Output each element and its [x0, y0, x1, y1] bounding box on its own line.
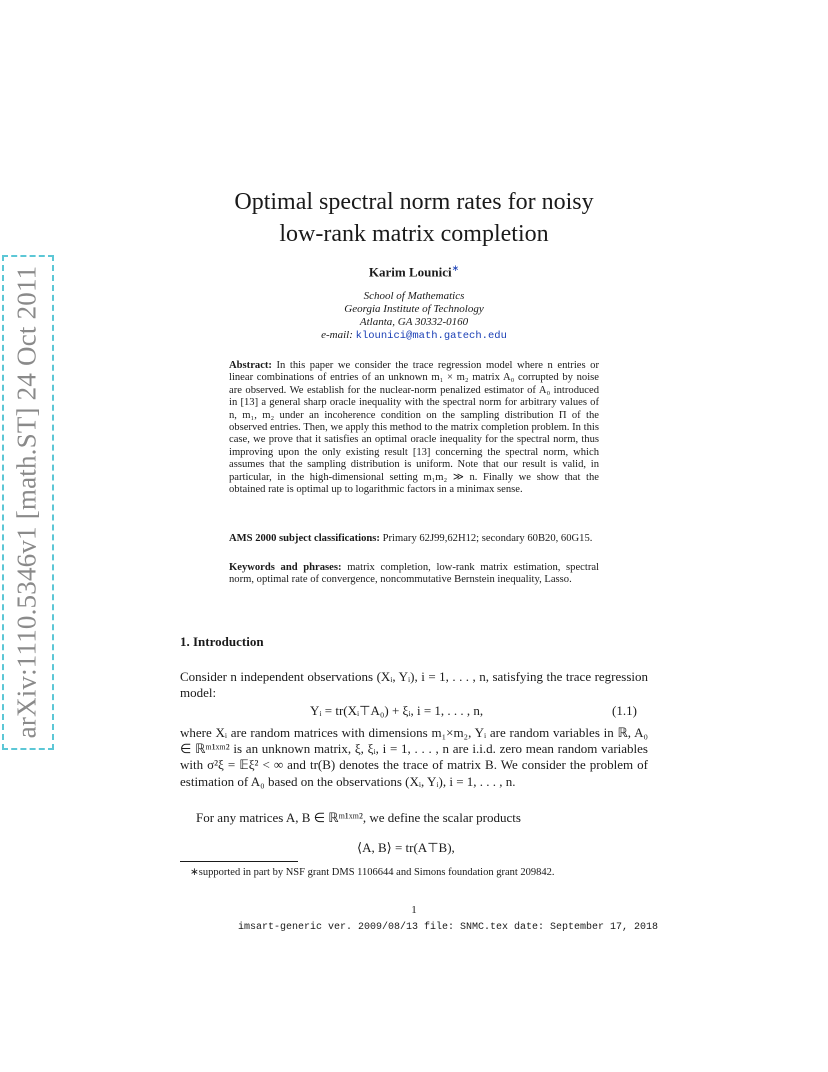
affiliation-line-1: School of Mathematics [363, 290, 465, 302]
ams-label: AMS 2000 subject classifications: [229, 533, 380, 544]
author-name: Karim Lounici [368, 264, 452, 280]
title-line-1: Optimal spectral norm rates for noisy [234, 189, 594, 215]
email-link[interactable]: klounici@math.gatech.edu [355, 330, 507, 342]
equation-1-1: Yᵢ = tr(Xᵢ⊤A₀) + ξᵢ, i = 1, . . . , n, [310, 703, 484, 718]
page-footer: imsart-generic ver. 2009/08/13 file: SNMC.tex date: September 17, 2018 [237, 922, 659, 933]
ams-classification [229, 533, 599, 545]
title-line-2: low-rank matrix completion [279, 221, 549, 247]
equation-scalar-product: ⟨A, B⟩ = tr(A⊤B), [357, 840, 455, 855]
affiliation-line-2: Georgia Institute of Technology [344, 303, 484, 315]
paper-title [150, 186, 678, 250]
intro-paragraph-2: where Xᵢ are random matrices with dimensions m₁×m₂, Yᵢ are random variables in ℝ, A₀ ∈ ℝᵐ¹ˣᵐ² is an unknown matrix, ξ, ξᵢ, i = 1, . . . , n are i.i.d. zero mean random variables with σ²ξ = 𝔼ξ² < ∞ and tr(B) denotes the trace of matrix B. We consider the problem of estimation of A₀ based on the observations (Xᵢ, Yᵢ), i = 1, . . . , n. [180, 725, 648, 789]
keywords-text: matrix completion, low-rank matrix estimation, spectral norm, optimal rate of convergence, noncommutative Bernstein inequality, Lasso. [229, 562, 599, 586]
affiliation-line-3: Atlanta, GA 30332-0160 [359, 316, 469, 328]
equation-number-1-1: (1.1) [612, 703, 637, 718]
abstract-label: Abstract: [229, 360, 272, 371]
arxiv-stamp: arXiv:1110.5346v1 [math.ST] 24 Oct 2011 [11, 265, 42, 739]
keywords [229, 562, 599, 587]
page-number: 1 [411, 904, 417, 916]
abstract [229, 360, 599, 496]
email-label: e-mail: [321, 329, 353, 341]
intro-paragraph-3: For any matrices A, B ∈ ℝᵐ¹ˣᵐ², we define the scalar products [196, 810, 521, 825]
footnote: ∗supported in part by NSF grant DMS 1106644 and Simons foundation grant 209842. [190, 867, 555, 878]
author [150, 263, 678, 280]
ams-text: Primary 62J99,62H12; secondary 60B20, 60G15. [382, 533, 593, 544]
email-line [150, 329, 678, 342]
section-heading-introduction: 1. Introduction [180, 634, 264, 649]
intro-paragraph-1: Consider n independent observations (Xᵢ, Yᵢ), i = 1, . . . , n, satisfying the trace regression model: [180, 669, 648, 701]
footnote-rule [180, 861, 298, 862]
author-footnote-mark[interactable]: ∗ [451, 263, 460, 273]
keywords-label: Keywords and phrases: [229, 562, 342, 573]
abstract-text: In this paper we consider the trace regression model where n entries or linear combinations of entries of an unknown m₁ × m₂ matrix A₀ corrupted by noise are observed. We establish for the nuclear-norm penalized estimator of A₀ introduced in [13] a general sharp oracle inequality with the spectral norm for arbitrary values of n, m₁, m₂ under an incoherence condition on the sampling distribution Π of the observed entries. Then, we apply this method to the matrix completion problem. In this case, we prove that it satisfies an optimal oracle inequality for the spectral norm, thus improving upon the only existing result [13] concerning the spectral norm, which assumes that the sampling distribution is uniform. Note that our result is valid, in particular, in the high-dimensional setting m₁m₂ ≫ n. Finally we show that the obtained rate is optimal up to logarithmic factors in a minimax sense. [229, 360, 599, 496]
